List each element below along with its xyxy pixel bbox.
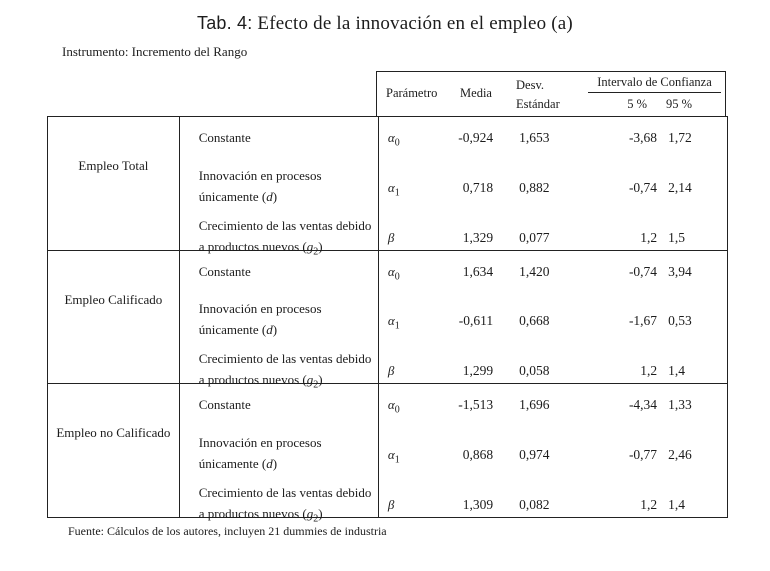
category-cell <box>48 250 180 384</box>
variable-description: Constante <box>179 117 378 153</box>
ci-5-value: 1,2 <box>640 229 658 245</box>
ci-5-value: -0,74 <box>628 179 658 195</box>
ci-95-value: 3,94 <box>662 250 727 286</box>
category-cell <box>48 384 180 518</box>
desv-estandar-value: 0,077 <box>519 229 550 245</box>
ci-5-value: -0,74 <box>588 250 662 286</box>
variable-description: Crecimiento de las ventas debido a productos nuevos $(g_2)$ <box>179 207 378 251</box>
desv-estandar-value: 0,058 <box>519 363 550 378</box>
table-column-headers <box>376 71 726 116</box>
ci-95-value: 1,33 <box>662 384 727 420</box>
ci-5-value: -3,68 <box>628 130 658 145</box>
source-note: Fuente: Cálculos de los autores, incluyen 21 dummies de industria <box>68 523 387 538</box>
media-value: 1,329 <box>462 229 494 245</box>
ci-95-value: 2,46 <box>668 446 692 462</box>
media-value: 1,309 <box>462 496 494 512</box>
media-value: 1,634 <box>447 250 509 286</box>
group-empleo-no-calificado <box>48 384 728 525</box>
ci-95-value: 1,4 <box>668 496 685 512</box>
desv-estandar-value: 0,668 <box>519 313 550 328</box>
parameter-symbol: β <box>387 363 395 378</box>
parameter-symbol: $\alpha_0$ <box>387 130 400 149</box>
parameter-symbol: $\alpha_0$ <box>378 250 446 286</box>
header-parametro: Parámetro <box>386 86 438 100</box>
header-desv-line1: Desv. <box>516 78 545 92</box>
header-intervalo-confianza: Intervalo de Confianza <box>588 72 721 93</box>
ci-5-value: -0,77 <box>628 446 658 462</box>
media-value: -1,513 <box>447 384 509 420</box>
parameter-symbol: β <box>387 496 395 512</box>
header-ci-95: 95 % <box>666 96 693 111</box>
category-label: Empleo no Calificado <box>56 425 171 440</box>
table-number-label: Tab. 4: <box>197 13 253 33</box>
ci-95-value: 0,53 <box>668 313 692 328</box>
header-ci-5: 5 % <box>627 96 647 111</box>
parameter-symbol: $\alpha_1$ <box>387 313 400 332</box>
ci-5-value: -1,67 <box>628 313 658 328</box>
variable-description: Crecimiento de las ventas debido a productos nuevos $(g_2)$ <box>179 474 378 518</box>
table-row <box>48 384 728 420</box>
category-cell <box>48 117 180 251</box>
desv-estandar-value: 1,653 <box>519 130 550 145</box>
variable-description: Crecimiento de las ventas debido a productos nuevos $(g_2)$ <box>179 340 378 384</box>
category-label: Empleo Total <box>78 158 149 173</box>
variable-description: Innovación en procesos únicamente (d) <box>179 286 378 340</box>
parameter-symbol: $\alpha_1$ <box>387 179 400 199</box>
ci-95-value: 1,4 <box>668 363 685 378</box>
page-title <box>0 13 770 35</box>
parameter-symbol: $\alpha_1$ <box>387 446 400 466</box>
variable-description: Constante <box>179 384 378 420</box>
table-row <box>48 117 728 153</box>
media-value: -0,924 <box>458 130 494 145</box>
ci-95-value: 1,5 <box>668 229 685 245</box>
header-media: Media <box>460 86 492 100</box>
variable-description: Innovación en procesos únicamente (d) <box>179 420 378 474</box>
parameter-symbol: $\alpha_0$ <box>378 384 446 420</box>
media-value: -0,611 <box>458 313 494 328</box>
desv-estandar-value: 1,696 <box>509 384 587 420</box>
table-title-text: Efecto de la innovación en el empleo (a) <box>252 13 573 34</box>
paper-page <box>0 13 770 571</box>
media-value: 0,718 <box>462 179 494 195</box>
ci-5-value: -4,34 <box>588 384 662 420</box>
group-empleo-calificado <box>48 250 728 391</box>
ci-95-value: 1,72 <box>668 130 692 145</box>
instrument-subtitle: Instrumento: Incremento del Rango <box>62 44 248 59</box>
table-row <box>48 250 728 286</box>
desv-estandar-value: 1,420 <box>509 250 587 286</box>
group-empleo-total <box>48 117 728 258</box>
variable-description: Constante <box>179 250 378 286</box>
desv-estandar-value: 0,882 <box>519 179 550 195</box>
ci-5-value: 1,2 <box>640 496 658 512</box>
variable-description: Innovación en procesos únicamente (d) <box>179 153 378 207</box>
header-desv-line2: Estándar <box>516 96 560 111</box>
media-value: 1,299 <box>462 363 494 378</box>
results-table <box>47 71 728 525</box>
ci-5-value: 1,2 <box>640 363 658 378</box>
parameter-symbol: β <box>387 229 395 245</box>
results-table-body <box>47 116 728 525</box>
category-label: Empleo Calificado <box>64 291 163 307</box>
media-value: 0,868 <box>462 446 494 462</box>
ci-95-value: 2,14 <box>668 179 692 195</box>
desv-estandar-value: 0,082 <box>519 496 550 512</box>
desv-estandar-value: 0,974 <box>519 446 550 462</box>
